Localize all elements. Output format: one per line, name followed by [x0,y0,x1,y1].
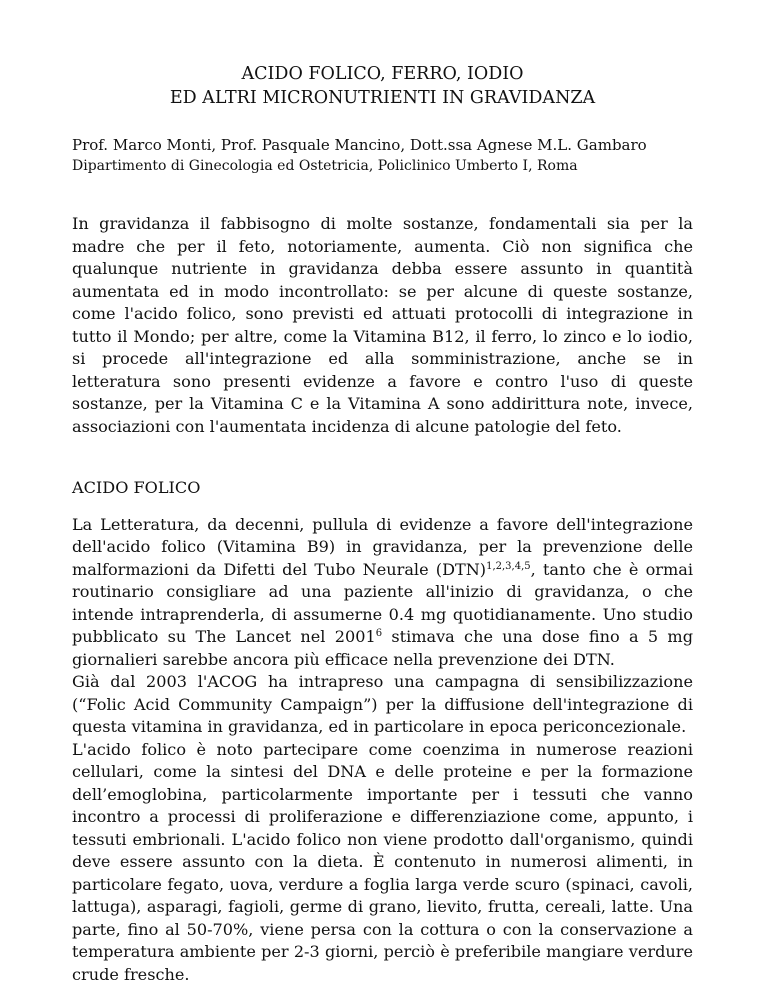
title-line-2: ED ALTRI MICRONUTRIENTI IN GRAVIDANZA [169,88,596,108]
section-paragraph-1 [72,514,693,672]
paragraph-text: stimava che una dose fino a 5 mg giornalieri sarebbe ancora più efficace nella prevenzione dei DTN. [72,627,693,669]
department-affiliation: Dipartimento di Ginecologia ed Ostetricia, Policlinico Umberto I, Roma [72,158,578,174]
authors: Prof. Marco Monti, Prof. Pasquale Mancino, Dott.ssa Agnese M.L. Gambaro [72,136,647,154]
section-paragraph-2: Già dal 2003 l'ACOG ha intrapreso una campagna di sensibilizzazione (“Folic Acid Community Campaign”) per la diffusione dell'integrazione di questa vitamina in gravidanza, ed in particolare in epoca periconcezionale. [72,672,693,736]
intro-paragraph: In gravidanza il fabbisogno di molte sostanze, fondamentali sia per la madre che per il feto, notoriamente, aumenta. Ciò non significa che qualunque nutriente in gravidanza debba essere assunto in quantità aumentata ed in modo incontrollato: se per alcune di queste sostanze, come l'acido folico, sono previsti ed attuati protocolli di integrazione in tutto il Mondo; per altre, come la Vitamina B12, il ferro, lo zinco e lo iodio, si procede all'integrazione ed alla somministrazione, anche se in letteratura sono presenti evidenze a favore e contro l'uso di queste sostanze, per la Vitamina C e la Vitamina A sono addirittura note, invece, associazioni con l'aumentata incidenza di alcune patologie del feto. [72,214,693,436]
document-title [72,62,693,110]
paragraph-text: , tanto che è ormai routinario consigliare ad una paziente all'inizio di gravidanza, o che intende intraprenderla, di assumerne 0.4 mg quotidianamente. Uno studio pubblicato su The Lancet nel 2001 [72,559,693,646]
document-page [72,62,693,986]
section-heading: ACIDO FOLICO [72,478,201,497]
paragraph-text: La Letteratura, da decenni, pullula di evidenze a favore dell'integrazione dell'acido folico (Vitamina B9) in gravidanza, per la prevenzione delle malformazioni da Difetti del Tubo Neurale (DTN) [72,514,693,579]
section-paragraph-3: L'acido folico è noto partecipare come coenzima in numerose reazioni cellulari, come la sintesi del DNA e delle proteine e per la formazione dell’emoglobina, particolarmente importante per i tessuti che vanno incontro a processi di proliferazione e differenziazione come, appunto, i tessuti embrionali. L'acido folico non viene prodotto dall'organismo, quindi deve essere assunto con la dieta. È contenuto in numerosi alimenti, in particolare fegato, uova, verdure a foglia larga verde scuro (spinaci, cavoli, lattuga), asparagi, fagioli, germe di grano, lievito, frutta, cereali, latte. Una parte, fino al 50-70%, viene persa con la cottura o con la conservazione a temperatura ambiente per 2-3 giorni, perciò è preferibile mangiare verdure crude fresche. [72,739,693,984]
title-line-1: ACIDO FOLICO, FERRO, IODIO [241,64,524,84]
citation-superscript: 6 [375,628,383,639]
citation-superscript: 1,2,3,4,5 [486,560,531,572]
